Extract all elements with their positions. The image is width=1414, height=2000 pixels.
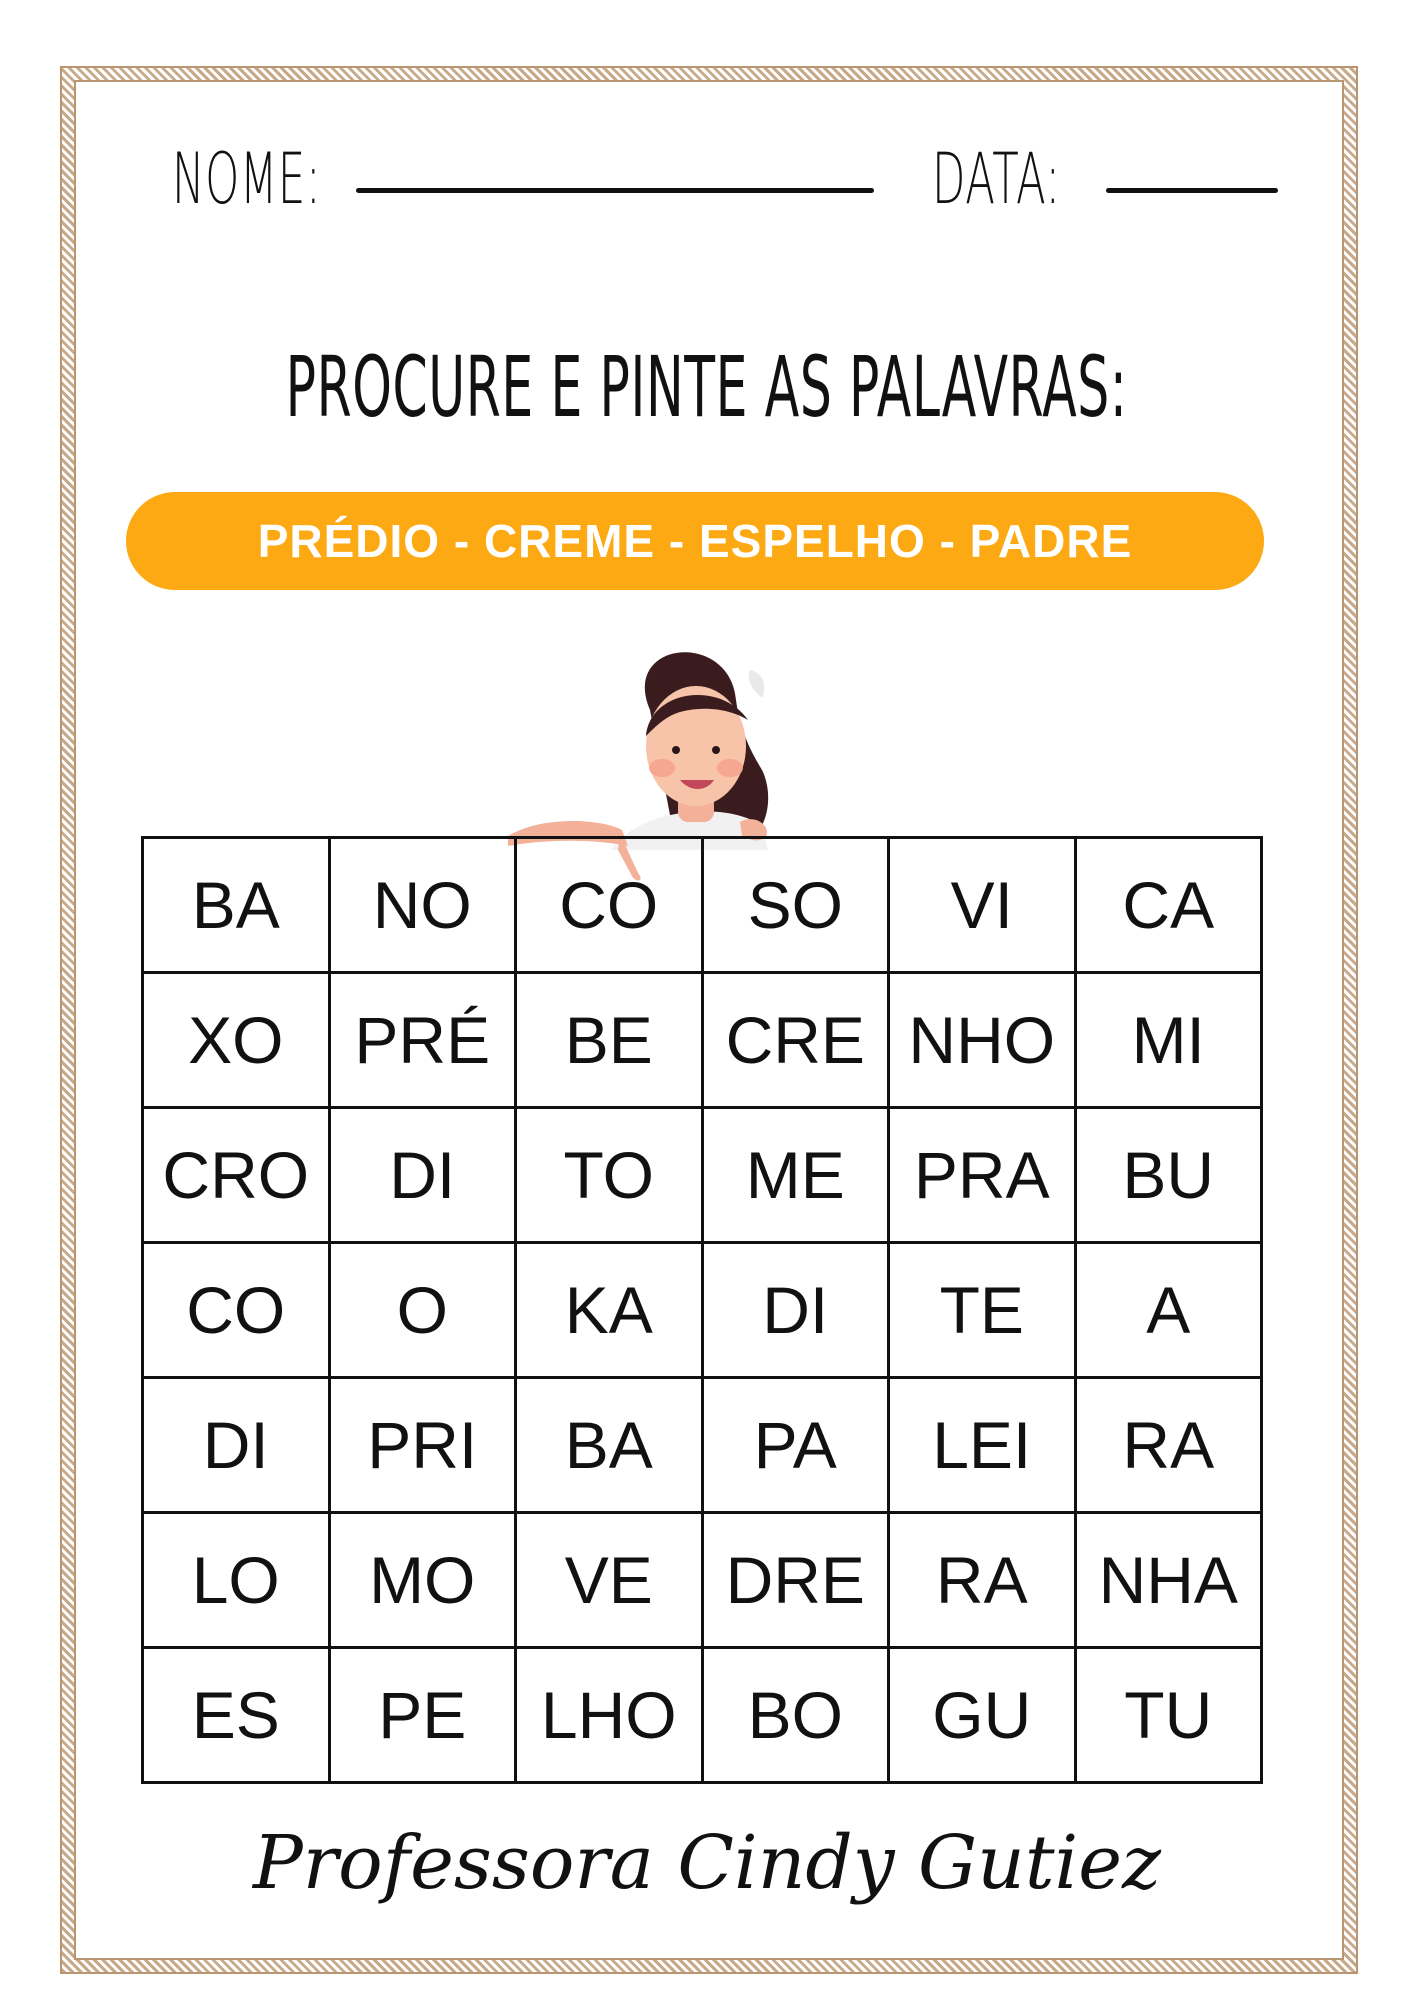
date-label: DATA:	[932, 138, 1061, 220]
grid-cell[interactable]: VE	[516, 1513, 703, 1648]
grid-cell[interactable]: MI	[1075, 973, 1262, 1108]
grid-cell[interactable]: PRÉ	[329, 973, 516, 1108]
teacher-signature: Professora Cindy Gutiez	[252, 1820, 1162, 1906]
syllable-grid	[141, 836, 1263, 1784]
grid-cell[interactable]: DI	[702, 1243, 889, 1378]
grid-row	[143, 973, 1262, 1108]
grid-cell[interactable]: PRA	[889, 1108, 1076, 1243]
grid-cell[interactable]: GU	[889, 1648, 1076, 1783]
grid-cell[interactable]: CA	[1075, 838, 1262, 973]
grid-cell[interactable]: SO	[702, 838, 889, 973]
grid-cell[interactable]: LHO	[516, 1648, 703, 1783]
date-field-line[interactable]	[1106, 188, 1278, 193]
grid-cell[interactable]: CRO	[143, 1108, 330, 1243]
grid-cell[interactable]: PE	[329, 1648, 516, 1783]
grid-row	[143, 1513, 1262, 1648]
grid-cell[interactable]: CRE	[702, 973, 889, 1108]
grid-cell[interactable]: TU	[1075, 1648, 1262, 1783]
grid-cell[interactable]: TO	[516, 1108, 703, 1243]
grid-row	[143, 838, 1262, 973]
grid-cell[interactable]: RA	[889, 1513, 1076, 1648]
word-list-text: PRÉDIO - CREME - ESPELHO - PADRE	[257, 515, 1133, 567]
grid-cell[interactable]: RA	[1075, 1378, 1262, 1513]
grid-cell[interactable]: ES	[143, 1648, 330, 1783]
grid-cell[interactable]: LEI	[889, 1378, 1076, 1513]
grid-cell[interactable]: PRI	[329, 1378, 516, 1513]
grid-cell[interactable]: DI	[329, 1108, 516, 1243]
grid-cell[interactable]: BO	[702, 1648, 889, 1783]
grid-row	[143, 1243, 1262, 1378]
name-field-line[interactable]	[356, 188, 874, 193]
grid-cell[interactable]: CO	[143, 1243, 330, 1378]
grid-cell[interactable]: CO	[516, 838, 703, 973]
name-label: NOME:	[172, 138, 322, 220]
grid-row	[143, 1648, 1262, 1783]
grid-cell[interactable]: KA	[516, 1243, 703, 1378]
grid-cell[interactable]: NHA	[1075, 1513, 1262, 1648]
grid-cell[interactable]: PA	[702, 1378, 889, 1513]
grid-cell[interactable]: BA	[143, 838, 330, 973]
grid-cell[interactable]: DRE	[702, 1513, 889, 1648]
instruction-text: PROCURE E PINTE AS PALAVRAS:	[286, 338, 1128, 436]
grid-cell[interactable]: VI	[889, 838, 1076, 973]
grid-cell[interactable]: XO	[143, 973, 330, 1108]
grid-cell[interactable]: BA	[516, 1378, 703, 1513]
grid-row	[143, 1108, 1262, 1243]
grid-row	[143, 1378, 1262, 1513]
word-list-banner	[126, 492, 1264, 590]
grid-cell[interactable]: O	[329, 1243, 516, 1378]
grid-cell[interactable]: DI	[143, 1378, 330, 1513]
grid-cell[interactable]: NHO	[889, 973, 1076, 1108]
instruction-title	[0, 338, 1414, 436]
grid-cell[interactable]: BE	[516, 973, 703, 1108]
grid-cell[interactable]: A	[1075, 1243, 1262, 1378]
grid-cell[interactable]: BU	[1075, 1108, 1262, 1243]
grid-cell[interactable]: ME	[702, 1108, 889, 1243]
grid-cell[interactable]: NO	[329, 838, 516, 973]
grid-cell[interactable]: TE	[889, 1243, 1076, 1378]
grid-cell[interactable]: LO	[143, 1513, 330, 1648]
grid-cell[interactable]: MO	[329, 1513, 516, 1648]
